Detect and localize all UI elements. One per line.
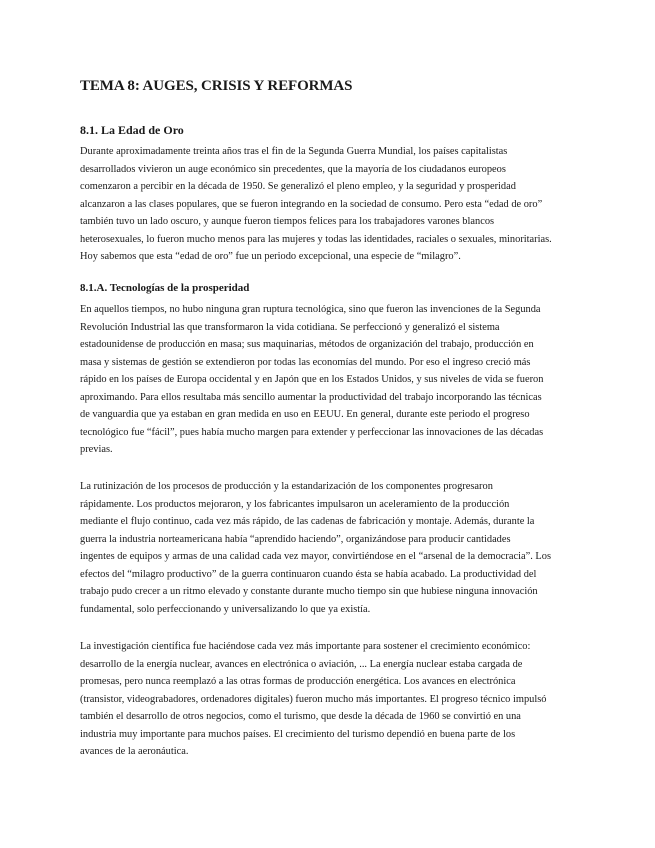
text-line: La rutinización de los procesos de producción y la estandarización de los componentes progresaron: [80, 481, 493, 492]
text-line: Hoy sabemos que esta “edad de oro” fue un periodo excepcional, una especie de “milagro”.: [80, 251, 461, 262]
text-line: Revolución Industrial las que transformaron la vida cotidiana. Se perfeccionó y generalizó el sistema: [80, 321, 500, 333]
text-line: promesas, pero nunca reemplazó a las otras formas de producción energética. Los avances en electrónica: [80, 676, 516, 687]
paragraph-edad-de-oro: [80, 143, 552, 266]
page-title: TEMA 8: AUGES, CRISIS Y REFORMAS: [80, 78, 353, 94]
text-line: comenzaron a percibir en la década de 1950. Se generalizó el pleno empleo, y la seguridad y prosperidad: [80, 181, 516, 192]
text-line: fundamental, solo perfeccionando y universalizando lo que ya existía.: [80, 603, 371, 615]
text-line: aproximando. Para ellos resultaba más sencillo aumentar la productividad del trabajo incorporando las técnicas: [80, 391, 542, 403]
text-line: Durante aproximadamente treinta años tras el fin de la Segunda Guerra Mundial, los países capitalistas: [80, 146, 508, 157]
text-line: mediante el flujo continuo, cada vez más rápido, de las cadenas de fabricación y montaje. Además, durante la: [80, 516, 535, 527]
text-line: tecnológico fue “fácil”, pues había mucho margen para extender y perfeccionar las innovaciones de las décadas: [80, 426, 544, 438]
text-line: también tuvo un lado oscuro, y aunque fueron tiempos felices para los trabajadores varones blancos: [80, 216, 495, 227]
text-line: desarrollados vivieron un auge económico sin precedentes, que la mayoría de los ciudadanos europeos: [80, 163, 506, 175]
paragraph-tecnologias-3: [80, 638, 546, 761]
text-line: heterosexuales, lo fueron mucho menos para las mujeres y todas las identidades, raciales o sexuales, minoritarias.: [80, 233, 552, 245]
paragraph-tecnologias-2: [80, 478, 551, 618]
text-line: avances de la aeronáutica.: [80, 746, 189, 757]
text-line: (transistor, videograbadores, ordenadores digitales) fueron mucho más importantes. El progreso técnico impulsó: [80, 693, 547, 705]
section-heading-8-1-a: 8.1.A. Tecnologías de la prosperidad: [80, 282, 250, 294]
text-line: industria muy importante para muchos países. El crecimiento del turismo dependió en buena parte de los: [80, 728, 516, 740]
text-line: rápidamente. Los productos mejoraron, y los fabricantes impulsaron un aceleramiento de la producción: [80, 498, 510, 510]
text-line: desarrollo de la energía nuclear, avances en electrónica o aviación, ... La energía nuclear estaba cargada de: [80, 658, 523, 670]
text-line: guerra la industria norteamericana había “aprendido haciendo”, organizándose para producir cantidades: [80, 533, 511, 545]
text-line: efectos del “milagro productivo” de la guerra continuaron cuando ésta se había acabado. La productividad del: [80, 568, 537, 580]
text-line: rápido en los países de Europa occidental y en Japón que en los Estados Unidos, y sus niveles de vida se fueron: [80, 374, 544, 385]
text-line: En aquellos tiempos, no hubo ninguna gran ruptura tecnológica, sino que fueron las invenciones de la Segunda: [80, 304, 541, 315]
text-line: La investigación científica fue haciéndose cada vez más importante para sostener el crecimiento económico:: [80, 641, 531, 652]
text-line: previas.: [80, 444, 113, 455]
text-line: también el desarrollo de otros negocios, como el turismo, que desde la década de 1960 se convirtió en una: [80, 711, 521, 722]
text-line: alcanzaron a las clases populares, que se fueron integrando en la sociedad de consumo. Pero esta “edad de oro”: [80, 198, 543, 210]
text-line: estadounidense de producción en masa; sus maquinarias, métodos de organización del trabajo, producción en: [80, 339, 534, 350]
text-line: de vanguardia que ya estaban en gran medida en uso en EEUU. En general, durante este periodo el progreso: [80, 409, 530, 420]
paragraph-tecnologias-1: [80, 301, 543, 459]
text-line: ingentes de equipos y armas de una calidad cada vez mayor, convirtiéndose en el “arsenal de la democracia”. Los: [80, 551, 551, 562]
text-line: masa y sistemas de gestión se extendieron por todas las economías del mundo. Por eso el ingreso creció más: [80, 356, 531, 368]
text-line: trabajo pudo crecer a un ritmo elevado y constante durante mucho tiempo sin que hubiese ninguna innovación: [80, 586, 538, 597]
section-heading-8-1: 8.1. La Edad de Oro: [80, 123, 184, 137]
